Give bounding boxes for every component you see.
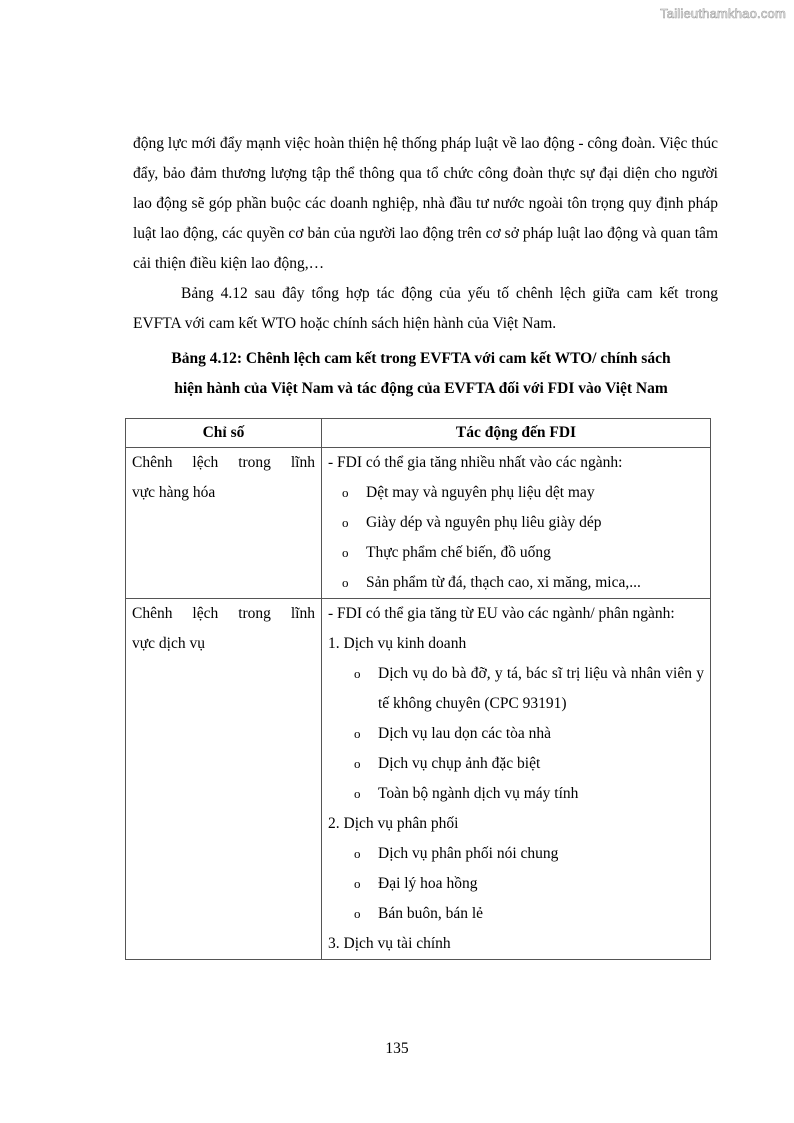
impact-list (328, 659, 704, 809)
watermark: Tailieuthamkhao.com (660, 6, 786, 21)
list-item (328, 719, 704, 749)
circle-bullet-icon: o (354, 846, 361, 861)
circle-bullet-icon: o (342, 485, 349, 500)
list-item-text: Dịch vụ phân phối nói chung (378, 845, 559, 862)
list-item (328, 538, 704, 568)
impact-cell (322, 448, 711, 599)
list-item-text: Dịch vụ do bà đỡ, y tá, bác sĩ trị liệu và nhân viên y tế không chuyên (CPC 93191) (378, 665, 704, 712)
body-paragraph-1: động lực mới đẩy mạnh việc hoàn thiện hệ thống pháp luật về lao động - công đoàn. Việc thúc đẩy, bảo đảm thương lượng tập thể thông qua tổ chức công đoàn thực sự đại diện cho người lao động sẽ góp phần buộc các doanh nghiệp, nhà đầu tư nước ngoài tôn trọng quy định pháp luật lao động, các quyền cơ bản của người lao động trên cơ sở pháp luật lao động và quan tâm cải thiện điều kiện lao động,… (133, 135, 718, 272)
list-item-text: Toàn bộ ngành dịch vụ máy tính (378, 785, 579, 802)
impact-cell (322, 599, 711, 960)
impact-lead: - FDI có thể gia tăng nhiều nhất vào các ngành: (328, 454, 623, 471)
page-number: 135 (385, 1040, 409, 1057)
list-item-text: Dịch vụ lau dọn các tòa nhà (378, 725, 552, 742)
list-item-text: Dệt may và nguyên phụ liệu dệt may (366, 484, 595, 501)
header-fdi-impact: Tác động đến FDI (322, 419, 711, 448)
table-row (126, 599, 711, 960)
list-item (328, 869, 704, 899)
header-indicator: Chỉ số (126, 419, 322, 448)
impact-list (328, 478, 704, 598)
list-item (328, 568, 704, 598)
list-item-text: Bán buôn, bán lẻ (378, 905, 484, 922)
impact-lead: - FDI có thể gia tăng từ EU vào các ngành/ phân ngành: (328, 605, 675, 622)
list-item (328, 749, 704, 779)
group-heading: 1. Dịch vụ kinh doanh (328, 635, 467, 652)
indicator-cell (126, 599, 322, 960)
circle-bullet-icon: o (354, 726, 361, 741)
list-item-text: Đại lý hoa hồng (378, 875, 478, 892)
fdi-impact-table (125, 418, 711, 960)
indicator-text-line-1: Chênh lệch trong lĩnh (132, 605, 315, 622)
circle-bullet-icon: o (354, 906, 361, 921)
list-item (328, 478, 704, 508)
circle-bullet-icon: o (342, 575, 349, 590)
list-item-text: Dịch vụ chụp ảnh đặc biệt (378, 755, 541, 772)
group-heading: 2. Dịch vụ phân phối (328, 815, 459, 832)
indicator-text-line-2: vực hàng hóa (132, 484, 216, 501)
list-item (328, 839, 704, 869)
circle-bullet-icon: o (342, 545, 349, 560)
list-item (328, 659, 704, 719)
list-item (328, 779, 704, 809)
circle-bullet-icon: o (354, 756, 361, 771)
impact-list (328, 839, 704, 929)
indicator-text-line-1: Chênh lệch trong lĩnh (132, 454, 315, 471)
group-heading: 3. Dịch vụ tài chính (328, 935, 451, 952)
list-item (328, 899, 704, 929)
table-caption (126, 344, 716, 404)
circle-bullet-icon: o (354, 786, 361, 801)
list-item-text: Sản phẩm từ đá, thạch cao, xi măng, mica,... (366, 574, 641, 591)
circle-bullet-icon: o (354, 666, 361, 681)
table-caption-line-1: Bảng 4.12: Chênh lệch cam kết trong EVFTA với cam kết WTO/ chính sách (171, 350, 671, 367)
list-item (328, 508, 704, 538)
table-row (126, 448, 711, 599)
table-caption-line-2: hiện hành của Việt Nam và tác động của EVFTA đối với FDI vào Việt Nam (174, 380, 668, 397)
indicator-text-line-2: vực dịch vụ (132, 635, 205, 652)
circle-bullet-icon: o (342, 515, 349, 530)
list-item-text: Giày dép và nguyên phụ liêu giày dép (366, 514, 602, 531)
list-item-text: Thực phẩm chế biến, đồ uống (366, 544, 551, 561)
circle-bullet-icon: o (354, 876, 361, 891)
table-header-row (126, 419, 711, 448)
body-paragraph-2: Bảng 4.12 sau đây tổng hợp tác động của yếu tố chênh lệch giữa cam kết trong EVFTA với cam kết WTO hoặc chính sách hiện hành của Việt Nam. (133, 285, 718, 332)
indicator-cell (126, 448, 322, 599)
